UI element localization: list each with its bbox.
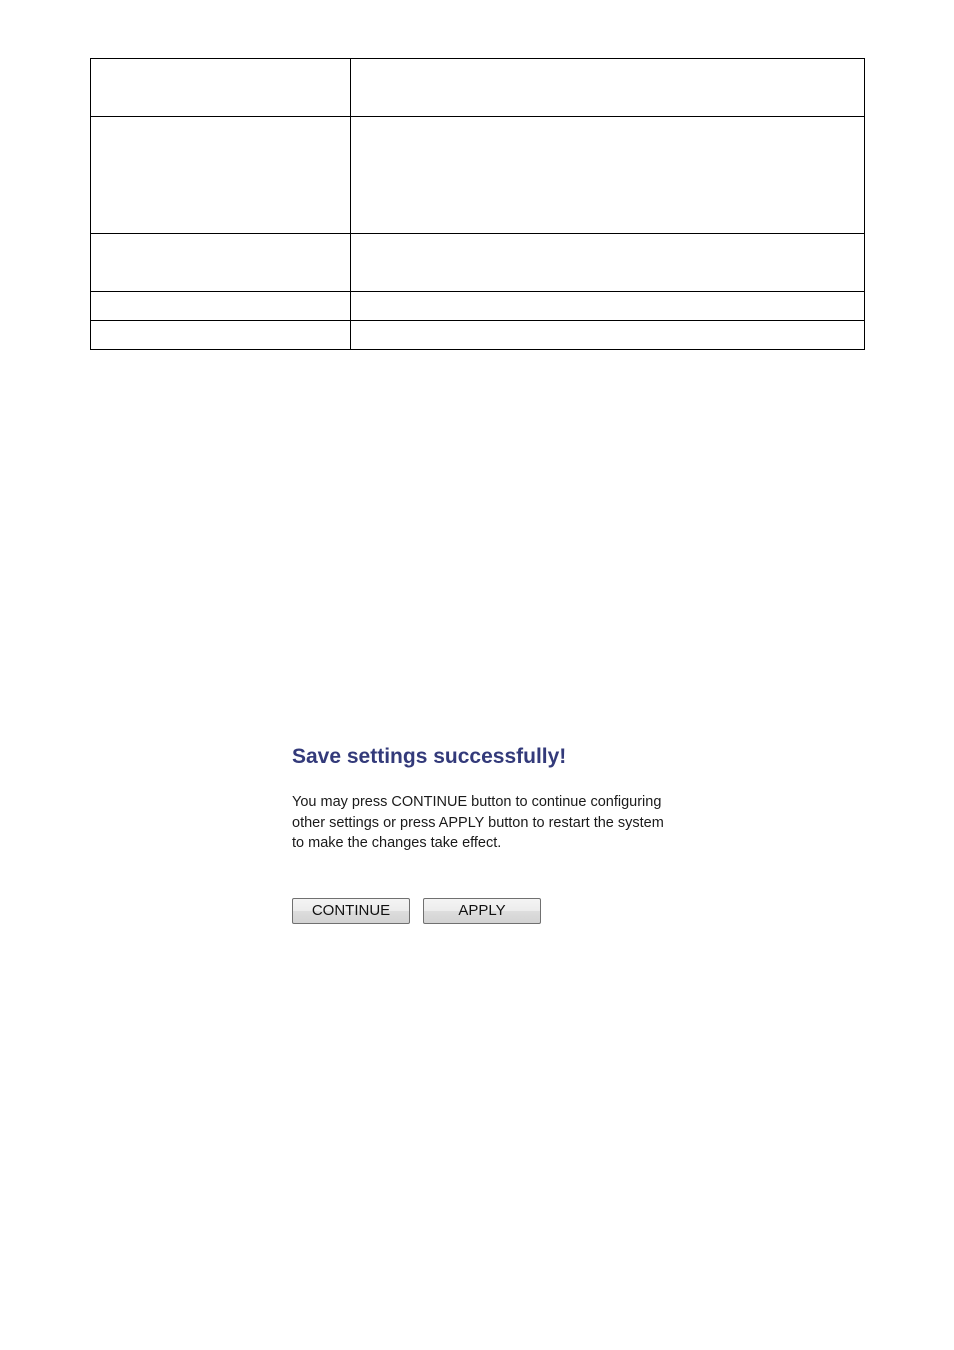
table-cell [351,234,865,292]
settings-table [90,58,865,350]
table-row [91,117,865,234]
table-cell [91,292,351,321]
table-cell [91,321,351,350]
save-success-panel [292,742,692,924]
table-cell [351,292,865,321]
table-cell [351,117,865,234]
table-cell [91,234,351,292]
apply-button[interactable]: APPLY [423,898,541,924]
instruction-text: You may press CONTINUE button to continue configuring other settings or press APPLY button to restart the system to make the changes take effect. [292,794,664,851]
table-cell [351,321,865,350]
table-cell [351,59,865,117]
button-row [292,898,692,924]
table-cell [91,117,351,234]
table-row [91,321,865,350]
table-row [91,234,865,292]
continue-button[interactable]: CONTINUE [292,898,410,924]
table-row [91,292,865,321]
table-cell [91,59,351,117]
table-row [91,59,865,117]
page-title: Save settings successfully! [292,745,567,768]
